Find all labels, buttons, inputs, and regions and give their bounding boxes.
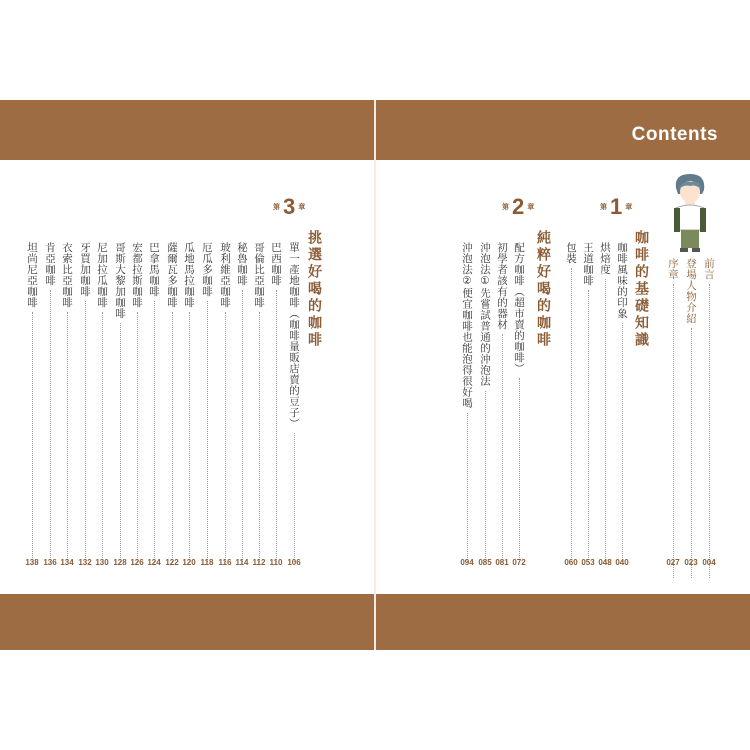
dot-leader [709,284,710,578]
toc-page-number: 120 [182,558,196,567]
chapter-marker-suffix: 章 [625,203,633,211]
dot-leader [120,323,121,562]
toc-entry-label: 玻利維亞咖啡 [219,242,231,308]
toc-entry[interactable] [684,258,699,578]
dot-leader [519,378,520,562]
chapter-title: 咖啡的基礎知識 [633,230,649,349]
toc-entry-label: 包裝 [565,242,577,264]
toc-entry[interactable] [235,242,250,562]
toc-page-number: 114 [235,558,249,567]
toc-page-number: 004 [702,558,716,567]
toc-entry[interactable] [182,242,197,562]
chapter-title: 純粹好喝的咖啡 [535,230,551,349]
toc-entry-label: 瓜地馬拉咖啡 [183,242,195,308]
toc-entry[interactable] [512,242,527,562]
toc-page-number: 118 [200,558,214,567]
toc-page-number: 138 [25,558,39,567]
toc-page-number: 094 [460,558,474,567]
toc-entry[interactable] [581,242,596,562]
toc-entry-label: 尼加拉瓜咖啡 [96,242,108,308]
toc-page-number: 085 [478,558,492,567]
toc-page-number: 060 [564,558,578,567]
dot-leader [605,279,606,562]
toc-entry[interactable] [666,258,681,578]
chapter-marker-suffix: 章 [527,203,535,211]
toc-entry-label: 序章 [667,258,679,280]
chapter-marker-prefix: 第 [502,203,509,211]
toc-entry-label: 肯亞咖啡 [44,242,56,286]
dot-leader [189,312,190,562]
toc-entry[interactable] [460,242,475,562]
dot-leader [67,312,68,562]
dot-leader [485,391,486,563]
toc-entry-label: 單一產地咖啡（咖啡量販店賣的豆子） [288,242,300,429]
toc-page-number: 128 [113,558,127,567]
dot-leader [276,290,277,562]
toc-entry-label: 巴拿馬咖啡 [148,242,160,297]
toc-entry[interactable] [95,242,110,562]
page-gutter [374,100,376,650]
dot-leader [137,312,138,562]
dot-leader [691,328,692,578]
toc-entry[interactable] [78,242,93,562]
toc-entry[interactable] [218,242,233,562]
toc-entry[interactable] [478,242,493,562]
dot-leader [502,334,503,562]
dot-leader [242,290,243,562]
toc-entry-label: 薩爾瓦多咖啡 [166,242,178,308]
toc-entry[interactable] [269,242,284,562]
toc-entry[interactable] [702,258,717,578]
toc-entry-label: 咖啡風味的印象 [616,242,628,319]
chapter-number: 3 [283,194,296,219]
dot-leader [32,312,33,562]
toc-page-number: 126 [130,558,144,567]
toc-entry-label: 秘魯咖啡 [236,242,248,286]
toc-page-number: 023 [684,558,698,567]
toc-entry-label: 配方咖啡（超市賣的咖啡） [513,242,525,374]
dot-leader [571,268,572,562]
toc-page-number: 124 [147,558,161,567]
chapter-marker-prefix: 第 [273,203,280,211]
toc-page-number: 116 [218,558,232,567]
toc-entry-label: 登場人物介紹 [685,258,697,324]
chapter-marker [502,196,534,218]
toc-entry-label: 哥倫比亞咖啡 [253,242,265,308]
toc-entry[interactable] [60,242,75,562]
toc-entry[interactable] [43,242,58,562]
page-title: Contents [631,124,718,145]
toc-entry[interactable] [252,242,267,562]
dot-leader [622,323,623,562]
dot-leader [294,433,295,562]
chapter-number: 2 [512,194,525,219]
character-illustration [666,172,712,254]
chapter-marker-suffix: 章 [298,203,306,211]
toc-entry-label: 王道咖啡 [582,242,594,286]
toc-entry-label: 牙買加咖啡 [79,242,91,297]
toc-page-number: 106 [287,558,301,567]
toc-page-number: 053 [581,558,595,567]
toc-entry[interactable] [615,242,630,562]
toc-page-number: 081 [495,558,509,567]
toc-page-number: 130 [95,558,109,567]
toc-entry-label: 衣索比亞咖啡 [61,242,73,308]
dot-leader [259,312,260,562]
dot-leader [207,301,208,562]
toc-page-number: 112 [252,558,266,567]
toc-entry-label: 前言 [703,258,715,280]
toc-entry[interactable] [165,242,180,562]
dot-leader [172,312,173,562]
toc-entry[interactable] [598,242,613,562]
chapter-marker [273,196,305,218]
toc-page-number: 027 [666,558,680,567]
dot-leader [50,290,51,562]
chapter-marker [600,196,632,218]
toc-entry-label: 坦尚尼亞咖啡 [26,242,38,308]
chapter-marker-prefix: 第 [600,203,607,211]
toc-page-number: 040 [615,558,629,567]
toc-entry[interactable] [130,242,145,562]
toc-entry-label: 宏都拉斯咖啡 [131,242,143,308]
dot-leader [588,290,589,562]
toc-entry[interactable] [25,242,40,562]
toc-entry-label: 初學者該有的器材 [496,242,508,330]
toc-entry[interactable] [495,242,510,562]
toc-page-number: 110 [269,558,283,567]
toc-page-number: 048 [598,558,612,567]
toc-entry[interactable] [200,242,215,562]
toc-entry[interactable] [147,242,162,562]
toc-entry-label: 巴西咖啡 [270,242,282,286]
toc-entry-label: 沖泡法①先嘗試普通的沖泡法 [479,242,491,387]
toc-entry-label: 厄瓜多咖啡 [201,242,213,297]
toc-page-number: 132 [78,558,92,567]
toc-page-number: 072 [512,558,526,567]
chapter-number: 1 [610,194,623,219]
dot-leader [467,413,468,563]
toc-entry-label: 烘焙度 [599,242,611,275]
toc-entry[interactable] [287,242,302,562]
dot-leader [154,301,155,562]
toc-page-number: 122 [165,558,179,567]
toc-entry[interactable] [113,242,128,562]
dot-leader [225,312,226,562]
toc-entry-label: 哥斯大黎加咖啡 [114,242,126,319]
toc-entry-label: 沖泡法②便宜咖啡也能泡得很好喝 [461,242,473,409]
toc-page-number: 134 [60,558,74,567]
dot-leader [85,301,86,562]
toc-entry[interactable] [564,242,579,562]
toc-page-number: 136 [43,558,57,567]
dot-leader [673,284,674,578]
dot-leader [102,312,103,562]
chapter-title: 挑選好喝的咖啡 [306,230,322,349]
